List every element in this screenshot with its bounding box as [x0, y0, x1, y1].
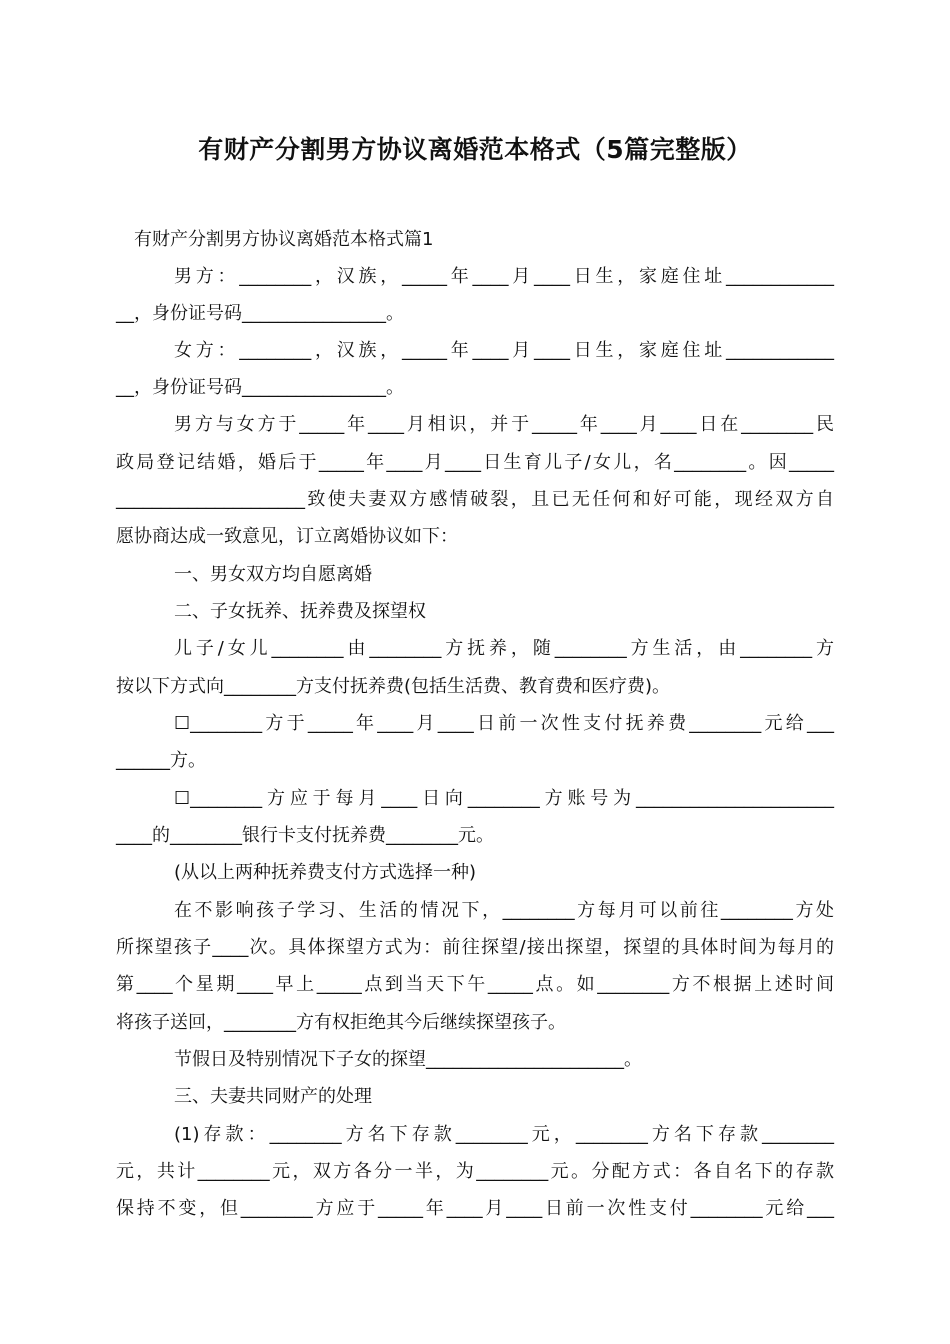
paragraph-line: 愿协商达成一致意见，订立离婚协议如下： — [116, 526, 458, 547]
paragraph-line: 政局登记结婚，婚后于_____年____月____日生育儿子/女儿，名________。因_____ — [116, 452, 834, 473]
paragraph-line: 第____个星期____早上_____点到当天下午_____点。如________方不根据上述时间 — [116, 974, 834, 995]
paragraph-line: 男方：________，汉族，_____年____月____日生，家庭住址____________ — [174, 266, 834, 287]
document-title: 有财产分割男方协议离婚范本格式（5篇完整版） — [198, 135, 752, 164]
paragraph-line: 按以下方式向________方支付抚养费(包括生活费、教育费和医疗费)。 — [116, 676, 671, 697]
paragraph-line: 元，共计________元，双方各分一半，为________元。分配方式：各自名下的存款 — [116, 1161, 834, 1182]
paragraph-line: _____________________致使夫妻双方感情破裂，且已无任何和好可能，现经双方自 — [116, 489, 834, 510]
paragraph-line: 将孩子送回，________方有权拒绝其今后继续探望孩子。 — [116, 1012, 566, 1033]
paragraph-line: 在不影响孩子学习、生活的情况下，________方每月可以前往________方处 — [174, 900, 834, 921]
paragraph-line: ______方。 — [116, 750, 206, 771]
paragraph-line: 女方：________，汉族，_____年____月____日生，家庭住址____________ — [174, 340, 834, 361]
clause-heading: 二、子女抚养、抚养费及探望权 — [174, 601, 426, 622]
clause-heading: 三、夫妻共同财产的处理 — [174, 1086, 372, 1107]
section-heading: 有财产分割男方协议离婚范本格式篇1 — [134, 229, 434, 250]
paragraph-line: __，身份证号码________________。 — [116, 303, 404, 324]
paragraph-line: 男方与女方于_____年____月相识，并于_____年____月____日在________民 — [174, 414, 834, 435]
clause-heading: 一、男女双方均自愿离婚 — [174, 564, 372, 585]
paragraph-line: 保持不变，但________方应于_____年____月____日前一次性支付________元给___ — [116, 1198, 834, 1219]
paragraph-line: 节假日及特别情况下子女的探望______________________。 — [174, 1049, 642, 1070]
paragraph-line: __，身份证号码________________。 — [116, 377, 404, 398]
paragraph-line: 所探望孩子____次。具体探望方式为：前往探望/接出探望，探望的具体时间为每月的 — [116, 937, 834, 958]
checkbox-option-line: ☐________方于_____年____月____日前一次性支付抚养费________元给___ — [174, 713, 834, 734]
paragraph-line: (1)存款：________方名下存款________元，________方名下存款________ — [174, 1124, 834, 1145]
paragraph-line: 儿子/女儿________由________方抚养，随________方生活，由________方 — [174, 638, 834, 659]
note-line: (从以上两种抚养费支付方式选择一种) — [174, 862, 477, 883]
checkbox-option-line: ☐________方应于每月____日向________方账号为______________________ — [174, 788, 834, 809]
paragraph-line: ____的________银行卡支付抚养费________元。 — [116, 825, 494, 846]
